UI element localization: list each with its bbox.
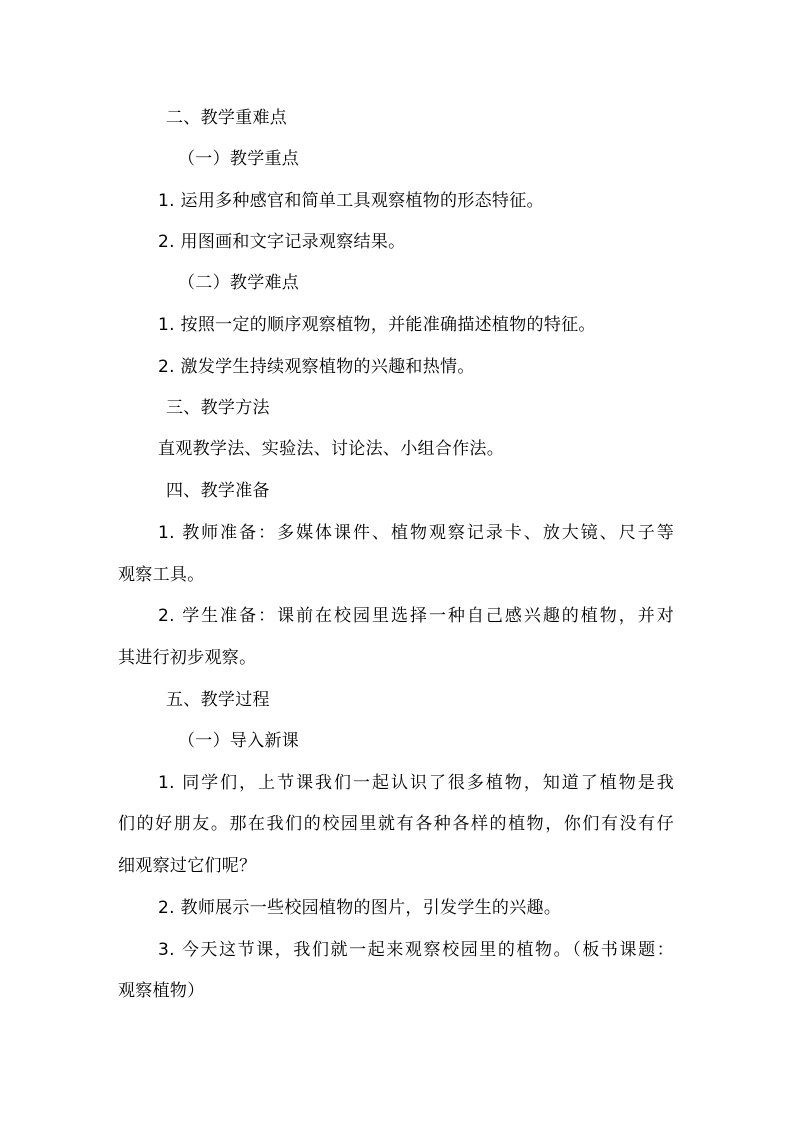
section-heading-teaching-methods: 三、教学方法 xyxy=(166,398,270,418)
introduction-item-1-line-2: 们的好朋友。那在我们的校园里就有各种各样的植物，你们有没有仔 xyxy=(118,814,674,834)
introduction-item-3-line-2: 观察植物） xyxy=(118,981,205,1001)
introduction-item-1-line-3: 细观察过它们呢？ xyxy=(118,856,257,876)
introduction-item-1-line-1: 1. 同学们，上节课我们一起认识了很多植物，知道了植物是我 xyxy=(158,773,674,793)
introduction-item-2: 2. 教师展示一些校园植物的图片，引发学生的兴趣。 xyxy=(158,898,562,918)
introduction-item-3-line-1: 3. 今天这节课，我们就一起来观察校园里的植物。（板书课题： xyxy=(158,940,674,960)
difficult-point-item-1: 1. 按照一定的顺序观察植物，并能准确描述植物的特征。 xyxy=(158,315,596,335)
preparation-item-1-line-2: 观察工具。 xyxy=(118,565,205,585)
subheading-difficult-points: （二）教学难点 xyxy=(178,273,300,293)
key-point-item-2: 2. 用图画和文字记录观察结果。 xyxy=(158,232,406,252)
preparation-item-1-line-1: 1. 教师准备：多媒体课件、植物观察记录卡、放大镜、尺子等 xyxy=(158,523,674,543)
subheading-introduction: （一）导入新课 xyxy=(178,731,300,751)
preparation-item-2-line-2: 其进行初步观察。 xyxy=(118,648,257,668)
key-point-item-1: 1. 运用多种感官和简单工具观察植物的形态特征。 xyxy=(158,191,544,211)
teaching-methods-text: 直观教学法、实验法、讨论法、小组合作法。 xyxy=(158,439,504,459)
section-heading-key-difficult-points: 二、教学重难点 xyxy=(166,108,288,128)
section-heading-teaching-preparation: 四、教学准备 xyxy=(166,481,270,501)
subheading-key-points: （一）教学重点 xyxy=(178,149,300,169)
difficult-point-item-2: 2. 激发学生持续观察植物的兴趣和热情。 xyxy=(158,357,475,377)
preparation-item-2-line-1: 2. 学生准备：课前在校园里选择一种自己感兴趣的植物，并对 xyxy=(158,606,674,626)
section-heading-teaching-process: 五、教学过程 xyxy=(166,690,270,710)
